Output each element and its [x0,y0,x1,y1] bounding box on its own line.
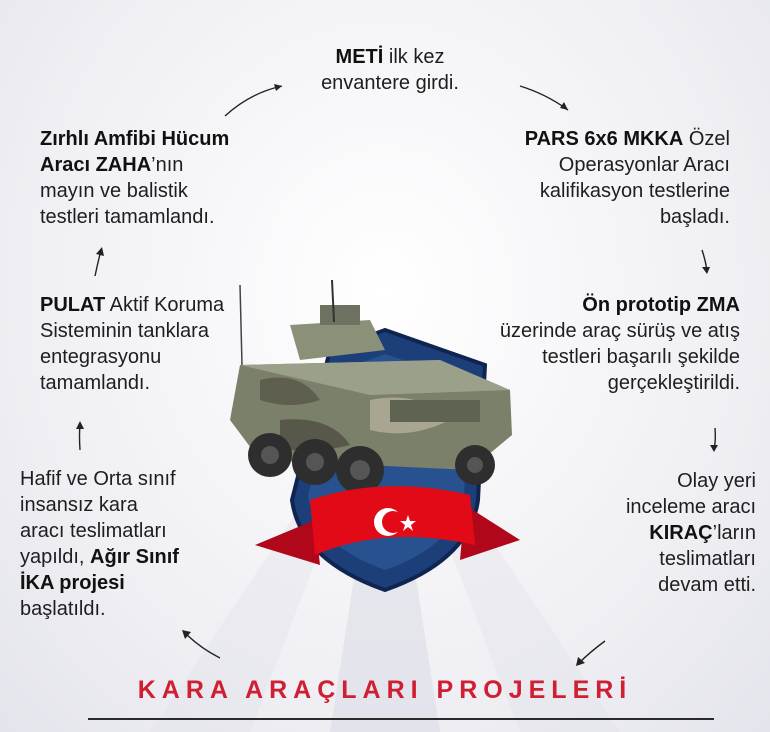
curved-arrow-icon [70,418,90,452]
item-pulat [40,292,280,396]
item-text: tamamlandı. [40,372,151,394]
item-text: testleri başarılı şekilde [542,346,740,368]
item-bold: KIRAÇ [649,522,713,544]
curved-arrow-icon [175,622,225,662]
item-text: ’nın [151,154,184,176]
item-bold: Ön prototip ZMA [582,294,740,316]
item-bold: METİ [335,46,384,68]
item-text: devam etti. [658,574,756,596]
divider [88,718,714,720]
item-bold: İKA projesi [20,572,125,594]
item-text: mayın ve balistik [40,180,188,202]
item-bold: Aracı ZAHA [40,154,152,176]
item-text: ’ların [712,522,756,544]
item-text: insansız kara [20,494,138,516]
item-text: ilk kez [388,46,445,68]
curved-arrow-icon [705,426,725,454]
item-text: envantere girdi. [321,72,459,94]
item-meti [290,44,490,96]
item-text: testleri tamamlandı. [40,206,215,228]
item-pars [430,126,730,230]
item-text: Olay yeri [677,470,756,492]
item-text: Hafif ve Orta sınıf [20,468,176,490]
page-title: KARA ARAÇLARI PROJELERİ [137,676,633,704]
curved-arrow-icon [90,244,110,278]
item-text: Özel [683,128,730,150]
item-text: başlatıldı. [20,598,106,620]
item-zaha [40,126,300,230]
item-text: başladı. [659,206,730,228]
item-text: Sisteminin tanklara [40,320,209,342]
item-ika [20,466,250,622]
item-kirac [540,468,756,598]
item-bold: PULAT [40,294,106,316]
item-bold: PARS 6x6 MKKA [524,128,684,150]
item-bold: Zırhlı Amfibi Hücum [40,128,230,150]
item-text: teslimatları [659,548,756,570]
curved-arrow-icon [518,82,574,116]
item-zma [430,292,740,396]
item-text: Operasyonlar Aracı [558,154,730,176]
item-bold: Ağır Sınıf [90,546,179,568]
item-text: entegrasyonu [40,346,162,368]
item-text: gerçekleştirildi. [607,372,740,394]
item-text: inceleme aracı [625,496,756,518]
item-text: aracı teslimatları [20,520,167,542]
curved-arrow-icon [570,638,610,670]
item-text: yapıldı, [20,546,91,568]
item-text: Aktif Koruma [105,294,225,316]
curved-arrow-icon [220,78,290,120]
curved-arrow-icon [696,248,716,276]
item-text: üzerinde araç sürüş ve atış [499,320,740,342]
item-text: kalifikasyon testlerine [539,180,730,202]
